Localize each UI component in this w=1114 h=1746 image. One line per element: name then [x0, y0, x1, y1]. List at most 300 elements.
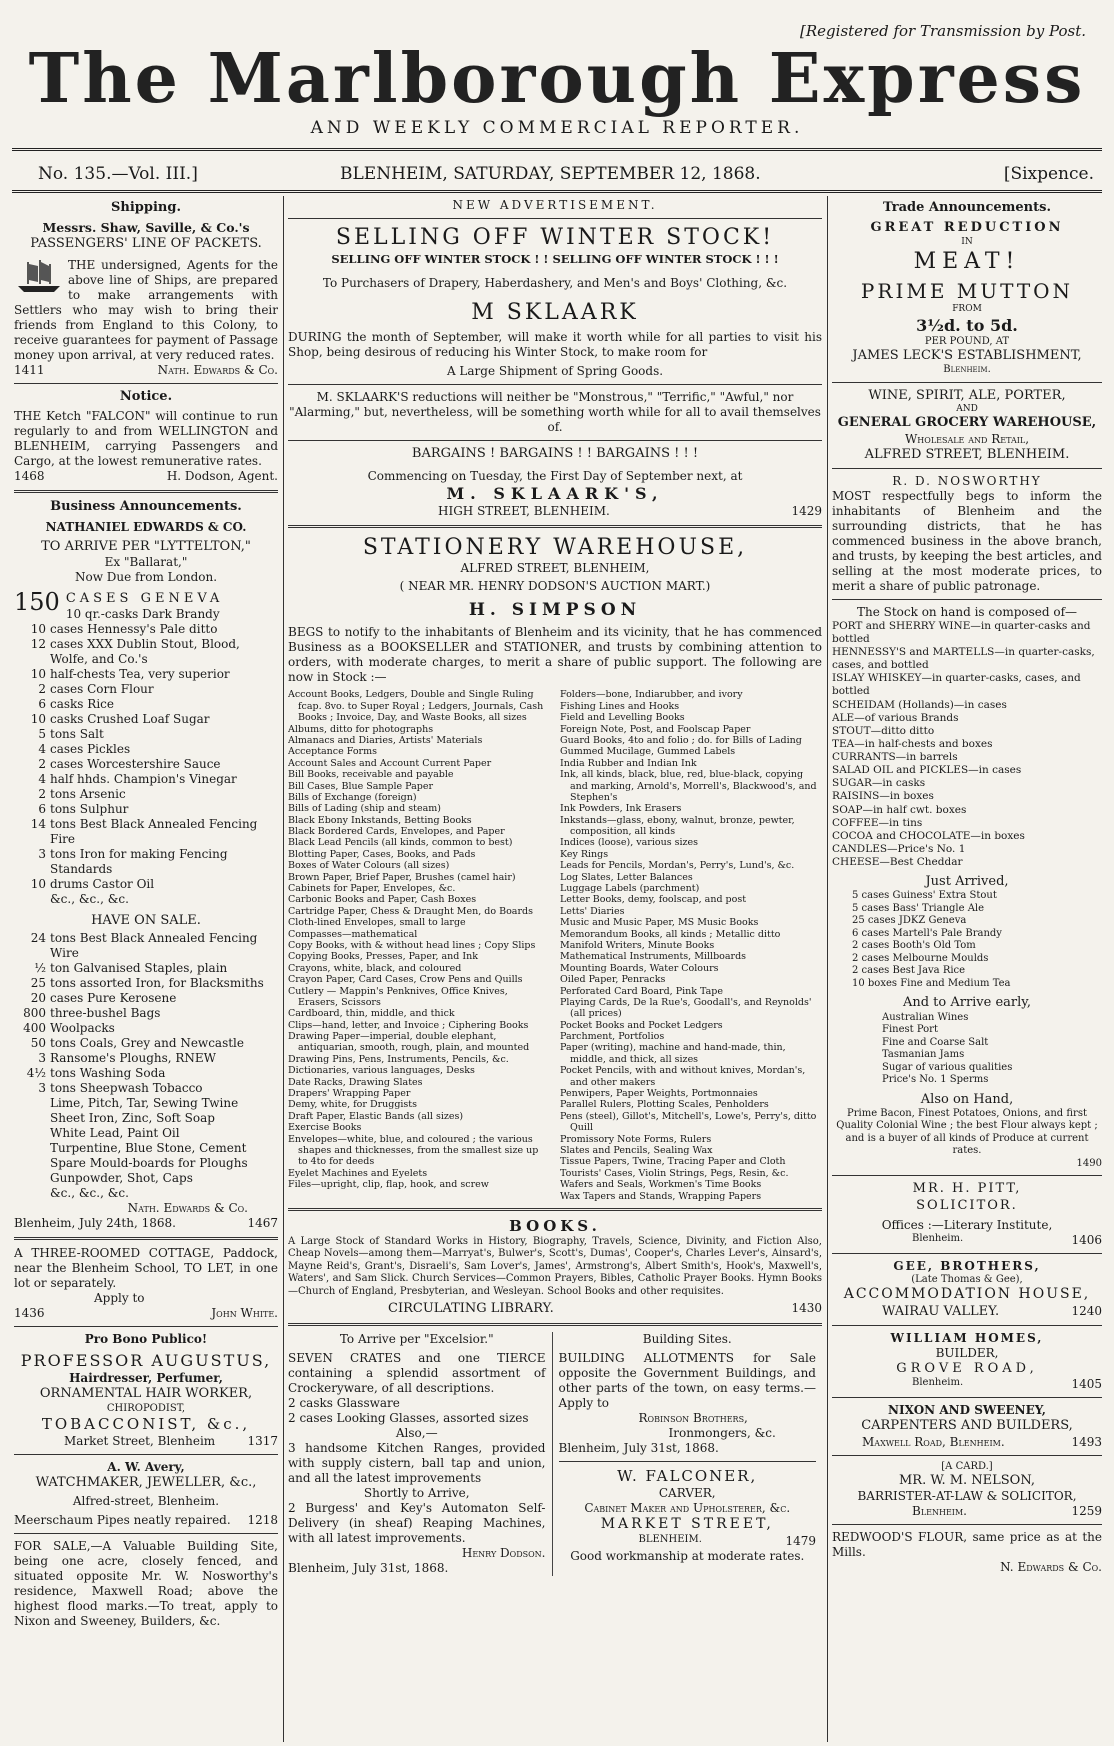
ad-text: BUILDING ALLOTMENTS for Sale opposite the Government Buildings, and other parts of the town, on easy terms.—Apply to [558, 1351, 816, 1411]
stock-item: Blotting Paper, Cases, Books, and Pads [288, 848, 476, 860]
item-quantity: 50 [30, 1036, 46, 1051]
list-item [14, 1126, 278, 1141]
header-rule [12, 148, 1102, 151]
issue-date: BLENHEIM, SATURDAY, SEPTEMBER 12, 1868. [340, 164, 761, 184]
item-quantity: 6 [38, 697, 46, 712]
ad-heading: Just Arrived, [925, 874, 1009, 890]
stock-item: Penwipers, Paper Weights, Portmonnaies [560, 1088, 758, 1100]
ad-ref: 1490 [1076, 1157, 1102, 1169]
ad-footer [288, 1301, 822, 1317]
stock-item: Parallel Rulers, Plotting Scales, Penholders [560, 1099, 769, 1111]
item-quantity: 3 [38, 1081, 46, 1096]
ad-text: Blenheim. [912, 1232, 964, 1244]
list-item [14, 892, 278, 907]
ad-heading: HAVE ON SALE. [91, 913, 201, 929]
stock-item: Black Lead Pencils (all kinds, common to best) [288, 837, 513, 849]
ad-heading: TO ARRIVE PER "LYTTELTON," [41, 538, 251, 554]
ad-text: ORNAMENTAL HAIR WORKER, [39, 1386, 253, 1402]
stock-item: Guard Books, 4to and folio ; do. for Bills of Lading [560, 734, 802, 746]
stock-item: Envelopes—white, blue, and coloured ; the various shapes and thicknesses, from the smallest size up to 4to for deeds [288, 1133, 539, 1168]
ad-text: BUILDER, [935, 1346, 999, 1361]
list-item: 5 cases Guiness' Extra Stout [852, 890, 997, 902]
ad-text: Ironmongers, &c. [668, 1426, 776, 1441]
item-text: tons Sulphur [50, 802, 129, 817]
ad-text: THE undersigned, Agents for the above line of Ships, are prepared to make arrangements with Settlers who may wish to bring their friends from England to this Colony, to receive guarantees for payment of Passage money upon arrival, at very reduced rates. [14, 258, 278, 363]
item-quantity: 14 [30, 817, 46, 832]
list-item: SOAP—in half cwt. boxes [832, 803, 967, 816]
ad-ref: 1259 [1071, 1504, 1102, 1519]
stock-item: Drawing Pins, Pens, Instruments, Pencils, &c. [288, 1053, 509, 1065]
item-quantity: 5 [38, 727, 46, 742]
stock-item: Cloth-lined Envelopes, small to large [288, 917, 466, 929]
list-item [14, 1141, 278, 1156]
ad-heading: The Stock on hand is composed of— [856, 604, 1078, 619]
item-quantity: ½ [34, 961, 46, 976]
ad-text: Offices :—Literary Institute, [881, 1217, 1053, 1232]
stock-item: Cardboard, thin, middle, and thick [288, 1008, 455, 1020]
sale-list [14, 931, 278, 1201]
ad-text: To Purchasers of Drapery, Haberdashery, and Men's and Boys' Clothing, &c. [322, 275, 788, 290]
item-quantity: 3 [38, 847, 46, 862]
stock-item: Luggage Labels (parchment) [560, 883, 700, 895]
item-text: Ransome's Ploughs, RNEW [50, 1051, 217, 1066]
ad-footer [14, 1513, 278, 1528]
stock-item: Date Racks, Drawing Slates [288, 1076, 423, 1088]
list-item: STOUT—ditto ditto [832, 724, 935, 737]
list-item [14, 802, 278, 817]
item-text: casks Rice [50, 697, 114, 712]
item-text: Sheet Iron, Zinc, Soft Soap [50, 1111, 215, 1126]
ad-text: ALFRED STREET, BLENHEIM. [864, 446, 1070, 462]
ad-signature: Nath. Edwards & Co. [127, 1201, 248, 1216]
stock-item: Letter Books, demy, foolscap, and post [560, 894, 747, 906]
ad-heading: PRIME MUTTON [860, 279, 1074, 304]
list-item: 2 cases Booth's Old Tom [852, 940, 976, 952]
stock-list [832, 620, 1102, 869]
ad-heading: R. D. NOSWORTHY [892, 473, 1042, 488]
stock-item: Slates and Pencils, Sealing Wax [560, 1145, 713, 1156]
ad-heading: MEAT! [913, 248, 1021, 274]
item-text: tons assorted Iron, for Blacksmiths [50, 976, 264, 991]
building-sites-ad [559, 1332, 823, 1576]
ad-ref: 1218 [247, 1513, 278, 1528]
ad-heading: NATHANIEL EDWARDS & CO. [45, 519, 247, 534]
ad-heading: To Arrive per "Excelsior." [339, 1332, 494, 1347]
ad-text: DURING the month of September, will make it worth while for all parties to visit his Shop, being desirous of reducing his Winter Stock, to make room for [288, 330, 822, 360]
ad-text: BARGAINS ! BARGAINS ! ! BARGAINS ! ! ! [411, 446, 699, 462]
list-item: 2 cases Melbourne Moulds [852, 952, 989, 964]
ad-text: BLENHEIM. [638, 1533, 702, 1545]
list-item: TEA—in half-chests and boxes [832, 737, 993, 750]
ad-heading: M. SKLAARK'S, [446, 483, 664, 503]
ad-text: Market Street, Blenheim [64, 1433, 216, 1448]
stock-item: Bills of Exchange (foreign) [288, 791, 417, 803]
list-item: COCOA and CHOCOLATE—in boxes [832, 829, 1025, 842]
ad-text: 2 Burgess' and Key's Automaton Self-Delivery (in sheaf) Reaping Machines, with all latest improvements. [288, 1501, 546, 1546]
list-item: Sugar of various qualities [882, 1061, 1013, 1073]
stock-item: Bills of Lading (ship and steam) [288, 803, 441, 815]
list-item [14, 1021, 278, 1036]
section-heading: Business Announcements. [50, 499, 242, 515]
item-text: &c., &c., &c. [50, 892, 129, 907]
item-quantity: 10 [30, 622, 46, 637]
ad-signature: Robinson Brothers, [638, 1411, 748, 1426]
forsale-ad: FOR SALE,—A Valuable Building Site, being one acre, closely fenced, and situated opposite Mr. W. Nosworthy's residence, Maxwell Road; above the highest flood marks.—To treat, apply to Nixon and Sweeney, Builders, &c. [14, 1539, 278, 1629]
list-item [14, 712, 278, 727]
list-item [14, 1171, 278, 1186]
list-item: Fine and Coarse Salt [882, 1036, 989, 1048]
ad-footer [559, 1534, 817, 1549]
list-item [14, 847, 278, 877]
list-item: Tasmanian Jams [882, 1049, 965, 1061]
ad-heading: SELLING OFF WINTER STOCK! [335, 225, 775, 250]
item-text: Lime, Pitch, Tar, Sewing Twine [50, 1096, 239, 1111]
item-text: tons Coals, Grey and Newcastle [50, 1036, 244, 1051]
item-text: tons Arsenic [50, 787, 126, 802]
item-text: cases Hennessy's Pale ditto [50, 622, 218, 637]
ad-text: A Large Shipment of Spring Goods. [446, 364, 664, 379]
item-text: tons Best Black Annealed Fencing Wire [50, 931, 258, 961]
list-item [14, 1066, 278, 1081]
list-item [14, 742, 278, 757]
ad-text: FROM [952, 304, 982, 315]
stock-item: Mathematical Instruments, Millboards [560, 951, 747, 963]
item-quantity: 25 [30, 976, 46, 991]
ad-heading: W. FALCONER, [617, 1467, 758, 1486]
list-item: Price's No. 1 Sperms [882, 1074, 989, 1086]
ad-date: Blenheim, July 31st, 1868. [558, 1441, 719, 1456]
ad-signature: N. Edwards & Co. [1000, 1560, 1102, 1575]
ad-text: (Late Thomas & Gee), [911, 1273, 1023, 1285]
list-item [14, 1051, 278, 1066]
ad-text: SOLICITOR. [916, 1197, 1018, 1213]
stock-item: Boxes of Water Colours (all sizes) [288, 860, 450, 872]
list-item [14, 931, 278, 961]
section-heading: Shipping. [111, 200, 181, 215]
issue-price: [Sixpence. [1003, 164, 1094, 184]
ad-footer [288, 504, 822, 519]
section-heading: Notice. [119, 389, 173, 405]
stock-list [14, 607, 278, 907]
ad-ref: 1468 [14, 469, 45, 484]
list-item [14, 757, 278, 772]
ad-ref: 1479 [785, 1533, 816, 1548]
item-quantity: 10 [30, 667, 46, 682]
stock-item: Music and Music Paper, MS Music Books [560, 917, 759, 929]
section-heading: Trade Announcements. [883, 200, 1051, 215]
ad-footer [832, 1504, 1102, 1519]
ad-subheading: Now Due from London. [74, 569, 218, 584]
stock-item: Drawing Paper—imperial, double elephant, antiquarian, smooth, rough, plain, and mounted [288, 1031, 530, 1054]
ad-heading: GENERAL GROCERY WAREHOUSE, [837, 415, 1097, 431]
ad-text: Blenheim. [912, 1377, 964, 1389]
list-item [14, 727, 278, 742]
stock-item: Black Ebony Inkstands, Betting Books [288, 814, 472, 826]
ad-text: Blenheim. [943, 364, 991, 376]
ad-heading: Also on Hand, [920, 1091, 1014, 1107]
list-item [14, 1111, 278, 1126]
item-quantity: 2 [38, 682, 46, 697]
item-quantity: 4 [38, 772, 46, 787]
item-text: Spare Mould-boards for Ploughs [50, 1156, 248, 1171]
masthead-title: The Marlborough Express [28, 39, 1086, 119]
list-item [14, 1006, 278, 1021]
list-item: HENNESSY'S and MARTELLS—in quarter-casks, cases, and bottled [832, 646, 1095, 672]
stock-item: Dictionaries, various languages, Desks [288, 1065, 475, 1077]
ad-text: SEVEN CRATES and one TIERCE containing a splendid assortment of Crockeryware, of all descriptions. [288, 1351, 546, 1396]
shipping-ad [14, 258, 278, 363]
item-text: cases XXX Dublin Stout, Blood, Wolfe, and Co.'s [50, 637, 240, 667]
ad-footer [14, 469, 278, 484]
ad-text: Wholesale and Retail, [904, 431, 1030, 446]
stock-item: Paper (writing), machine and hand-made, thin, middle, and thick, all sizes [560, 1042, 786, 1065]
stock-item: Copy Books, with & without head lines ; Copy Slips [288, 939, 536, 951]
ad-text: ACCOMMODATION HOUSE, [843, 1286, 1091, 1303]
ad-heading: GEE, BROTHERS, [893, 1258, 1041, 1273]
stock-item: Exercise Books [288, 1122, 362, 1134]
stock-item: Carbonic Books and Paper, Cash Boxes [288, 894, 477, 906]
ad-text: Good workmanship at moderate rates. [570, 1548, 805, 1563]
ad-ref: 1467 [247, 1216, 278, 1231]
stock-list-left [288, 689, 550, 1202]
stock-item: Tissue Papers, Twine, Tracing Paper and Cloth [560, 1156, 786, 1168]
ad-heading: H. SIMPSON [468, 600, 642, 621]
excelsior-items [288, 1396, 546, 1426]
ad-heading: WILLIAM HOMES, [890, 1331, 1044, 1346]
dateline-rule [12, 190, 1102, 193]
list-item: SALAD OIL and PICKLES—in cases [832, 764, 1022, 777]
ad-text: Also,— [395, 1426, 438, 1441]
ad-heading: Building Sites. [642, 1332, 732, 1347]
list-item: 2 casks Glassware [288, 1396, 400, 1411]
item-quantity: 12 [30, 637, 46, 652]
geneva-count: 150 [14, 587, 60, 616]
ad-text: Apply to [94, 1291, 145, 1306]
ad-text: WAIRAU VALLEY. [882, 1303, 1000, 1319]
ad-footer [832, 1233, 1102, 1248]
stock-item: Leads for Pencils, Mordan's, Perry's, Lund's, &c. [560, 860, 795, 872]
list-item [14, 787, 278, 802]
issue-number: No. 135.—Vol. III.] [38, 164, 198, 184]
list-item: CHEESE—Best Cheddar [832, 856, 963, 868]
stock-item: Gummed Mucilage, Gummed Labels [560, 746, 736, 758]
list-item: 6 cases Martell's Pale Brandy [852, 927, 1002, 939]
column-center [288, 198, 822, 1738]
ad-text: ALFRED STREET, BLENHEIM, [460, 561, 650, 576]
list-item [14, 772, 278, 787]
stock-item: Eyelet Machines and Eyelets [288, 1167, 428, 1179]
ad-heading: Messrs. Shaw, Saville, & Co.'s [42, 220, 250, 236]
item-quantity: 400 [23, 1021, 46, 1036]
ad-text: CIRCULATING LIBRARY. [388, 1301, 554, 1317]
item-text: ton Galvanised Staples, plain [50, 961, 228, 976]
stock-item: Brown Paper, Brief Paper, Brushes (camel hair) [288, 871, 516, 883]
ad-ref: 1405 [1071, 1377, 1102, 1392]
item-quantity: 2 [38, 787, 46, 802]
registered-note: [Registered for Transmission by Post. [800, 22, 1086, 40]
ad-heading: STATIONERY WAREHOUSE, [362, 534, 748, 560]
list-item: ISLAY WHISKEY—in quarter-casks, cases, and bottled [832, 672, 1081, 698]
stock-item: Clips—hand, letter, and Invoice ; Ciphering Books [288, 1019, 529, 1031]
stock-item: Tourists' Cases, Violin Strings, Pegs, Resin, &c. [560, 1167, 789, 1179]
ad-heading: MR. W. M. NELSON, [898, 1473, 1036, 1489]
list-item [14, 1156, 278, 1171]
ad-date: Blenheim, July 24th, 1868. [14, 1216, 176, 1231]
stock-item: Compasses—mathematical [288, 928, 418, 940]
column-right [832, 198, 1102, 1738]
list-item: 2 cases Looking Glasses, assorted sizes [288, 1411, 529, 1426]
ad-text: HIGH STREET, BLENHEIM. [438, 503, 610, 518]
ad-text: CHIROPODIST, [106, 1402, 186, 1414]
cottage-ad: A THREE-ROOMED COTTAGE, Paddock, near the Blenheim School, TO LET, in one lot or separately. [14, 1246, 278, 1291]
ad-text: WATCHMAKER, JEWELLER, &c., [35, 1474, 257, 1490]
stock-item: Wafers and Seals, Workmen's Time Books [560, 1179, 762, 1191]
list-item [14, 697, 278, 712]
ad-text: 3 handsome Kitchen Ranges, provided with supply cistern, ball tap and union, and all the latest improvements [288, 1441, 546, 1486]
ad-text: [A CARD.] [941, 1460, 993, 1472]
ad-heading: PROFESSOR AUGUSTUS, [20, 1351, 272, 1371]
item-text: Gunpowder, Shot, Caps [50, 1171, 193, 1186]
ad-text: BEGS to notify to the inhabitants of Blenheim and its vicinity, that he has commenced Business as a BOOKSELLER and STATIONER, and trusts by combining attention to orders, with moderate charges, to merit a share of public support. The following are now in Stock :— [288, 625, 822, 685]
list-item [14, 667, 278, 682]
item-text: &c., &c., &c. [50, 1186, 129, 1201]
ad-heading: WINE, SPIRIT, ALE, PORTER, [868, 387, 1066, 403]
item-text: Turpentine, Blue Stone, Cement [50, 1141, 247, 1156]
masthead-subtitle: AND WEEKLY COMMERCIAL REPORTER. [310, 118, 804, 138]
item-quantity: 800 [23, 1006, 46, 1021]
list-item [14, 877, 278, 892]
stock-item: Pocket Books and Pocket Ledgers [560, 1019, 723, 1031]
list-item: ALE—of various Brands [832, 711, 959, 724]
list-item: RAISINS—in boxes [832, 790, 934, 803]
list-item [14, 961, 278, 976]
list-item [14, 976, 278, 991]
ad-ref: 1493 [1071, 1434, 1102, 1449]
item-text: tons Iron for making Fencing Standards [50, 847, 228, 877]
stock-item: Ink, all kinds, black, blue, red, blue-black, copying and marking, Arnold's, Morrell's, Blackwood's, and Stephen's [560, 769, 817, 803]
stock-item: Copying Books, Presses, Paper, and Ink [288, 951, 479, 963]
geneva-label: CASES GENEVA [65, 590, 224, 606]
ad-footer [832, 1435, 1102, 1450]
stock-item: Fishing Lines and Hooks [560, 700, 680, 712]
stock-item: Files—upright, clip, flap, hook, and screw [288, 1179, 489, 1191]
column-left [14, 198, 278, 1738]
ad-heading: Pro Bono Publico! [84, 1332, 208, 1347]
ad-footer [14, 1306, 278, 1321]
ad-date: Blenheim, July 31st, 1868. [288, 1561, 449, 1576]
stock-item: Account Sales and Account Current Paper [288, 757, 492, 769]
ad-text: BARRISTER-AT-LAW & SOLICITOR, [857, 1489, 1077, 1504]
item-text: casks Crushed Loaf Sugar [50, 712, 210, 727]
stock-item: Field and Levelling Books [560, 712, 685, 724]
list-item [14, 1096, 278, 1111]
column-divider [283, 196, 284, 1742]
ad-heading: PASSENGERS' LINE OF PACKETS. [30, 235, 262, 251]
list-item [14, 991, 278, 1006]
stock-columns [288, 689, 822, 1202]
list-item: SCHEIDAM (Hollands)—in cases [832, 698, 1007, 711]
stock-item: Manifold Writers, Minute Books [560, 939, 715, 951]
stock-item: Promissory Note Forms, Rulers [560, 1133, 712, 1145]
stock-item: Demy, white, for Druggists [288, 1099, 418, 1111]
item-quantity: 10 [30, 712, 46, 727]
section-heading: NEW ADVERTISEMENT. [452, 198, 658, 212]
price-range: 3½d. to 5d. [916, 315, 1018, 335]
item-text: tons Sheepwash Tobacco [50, 1081, 203, 1096]
item-text: cases Pickles [50, 742, 131, 757]
stock-item: Wax Tapers and Stands, Wrapping Papers [560, 1190, 762, 1202]
stock-item: Cabinets for Paper, Envelopes, &c. [288, 883, 456, 895]
ad-heading: GREAT REDUCTION [870, 220, 1064, 236]
item-text: tons Salt [50, 727, 104, 742]
list-item [14, 637, 278, 667]
ship-icon [14, 258, 64, 298]
ad-ref: 1436 [14, 1306, 45, 1321]
stock-item: Parchment, Portfolios [560, 1031, 665, 1043]
ad-text: AND [956, 404, 978, 414]
stock-item: Account Books, Ledgers, Double and Single Ruling fcap. 8vo. to Super Royal ; Ledgers, Journals, Cash Books ; Invoice, Day, and Waste Books, all sizes [288, 689, 544, 724]
list-item: SUGAR—in casks [832, 777, 926, 790]
list-item: COFFEE—in tins [832, 816, 923, 829]
list-item: Finest Port [882, 1024, 938, 1036]
item-quantity: 20 [30, 991, 46, 1006]
list-item: Australian Wines [882, 1011, 969, 1023]
list-item: 25 cases JDKZ Geneva [852, 915, 967, 927]
ad-text: Shortly to Arrive, [363, 1486, 470, 1501]
list-item [14, 622, 278, 637]
item-quantity: 24 [30, 931, 46, 946]
ad-ref: 1317 [247, 1433, 278, 1448]
item-text: half-chests Tea, very superior [50, 667, 230, 682]
ad-heading: A. W. Avery, [107, 1459, 185, 1474]
list-item [14, 607, 278, 622]
ad-text: PER POUND, AT [924, 335, 1010, 347]
item-quantity: 2 [38, 757, 46, 772]
stock-item: Albums, ditto for photographs [288, 723, 434, 735]
item-quantity: 4 [38, 742, 46, 757]
stock-item: Pens (steel), Gillot's, Mitchell's, Lowe's, Perry's, ditto Quill [560, 1110, 817, 1134]
ad-footer [832, 1377, 1102, 1392]
ad-footer [14, 1434, 278, 1449]
ad-text: Hairdresser, Perfumer, [69, 1371, 223, 1386]
excelsior-ad [288, 1332, 553, 1576]
item-text: tons Washing Soda [50, 1066, 166, 1081]
list-item [14, 1036, 278, 1051]
item-quantity: 10 [30, 877, 46, 892]
stock-item: Perforated Card Board, Pink Tape [560, 985, 724, 997]
ad-text: REDWOOD'S FLOUR, same price as at the Mills. [832, 1530, 1102, 1560]
stock-item: Playing Cards, De la Rue's, Goodall's, and Reynolds' (all prices) [560, 996, 812, 1020]
stock-item: Indices (loose), various sizes [560, 837, 699, 849]
ad-text: Alfred-street, Blenheim. [72, 1494, 220, 1509]
ad-text: Commencing on Tuesday, the First Day of September next, at [367, 468, 743, 483]
list-item [14, 1186, 278, 1201]
early-list [832, 1012, 1102, 1087]
ad-text: TOBACCONIST, &c., [41, 1415, 251, 1434]
item-text: cases Corn Flour [50, 682, 154, 697]
ad-ref: 1411 [14, 363, 45, 378]
stock-item: Cutlery — Mappin's Penknives, Office Knives, Erasers, Scissors [288, 985, 508, 1008]
ad-text: M. SKLAARK'S reductions will neither be "Monstrous," "Terrific," "Awful," nor "Alarming," but, nevertheless, will be something worth while for all to avail themselves of. [289, 390, 821, 435]
ad-ref: 1429 [791, 503, 822, 518]
ad-footer [14, 1216, 278, 1231]
ad-text: GROVE ROAD, [896, 1361, 1038, 1377]
ad-ref: 1406 [1071, 1232, 1102, 1247]
stock-item: Ink Powders, Ink Erasers [560, 803, 682, 815]
item-text: drums Castor Oil [50, 877, 155, 892]
stock-item: India Rubber and Indian Ink [560, 757, 697, 769]
ad-text: MOST respectfully begs to inform the inhabitants of Blenheim and the surrounding districts, that he has commenced business in the above branch, and trusts, by keeping the best articles, and selling at the most moderate prices, to merit a share of public patronage. [832, 488, 1102, 593]
